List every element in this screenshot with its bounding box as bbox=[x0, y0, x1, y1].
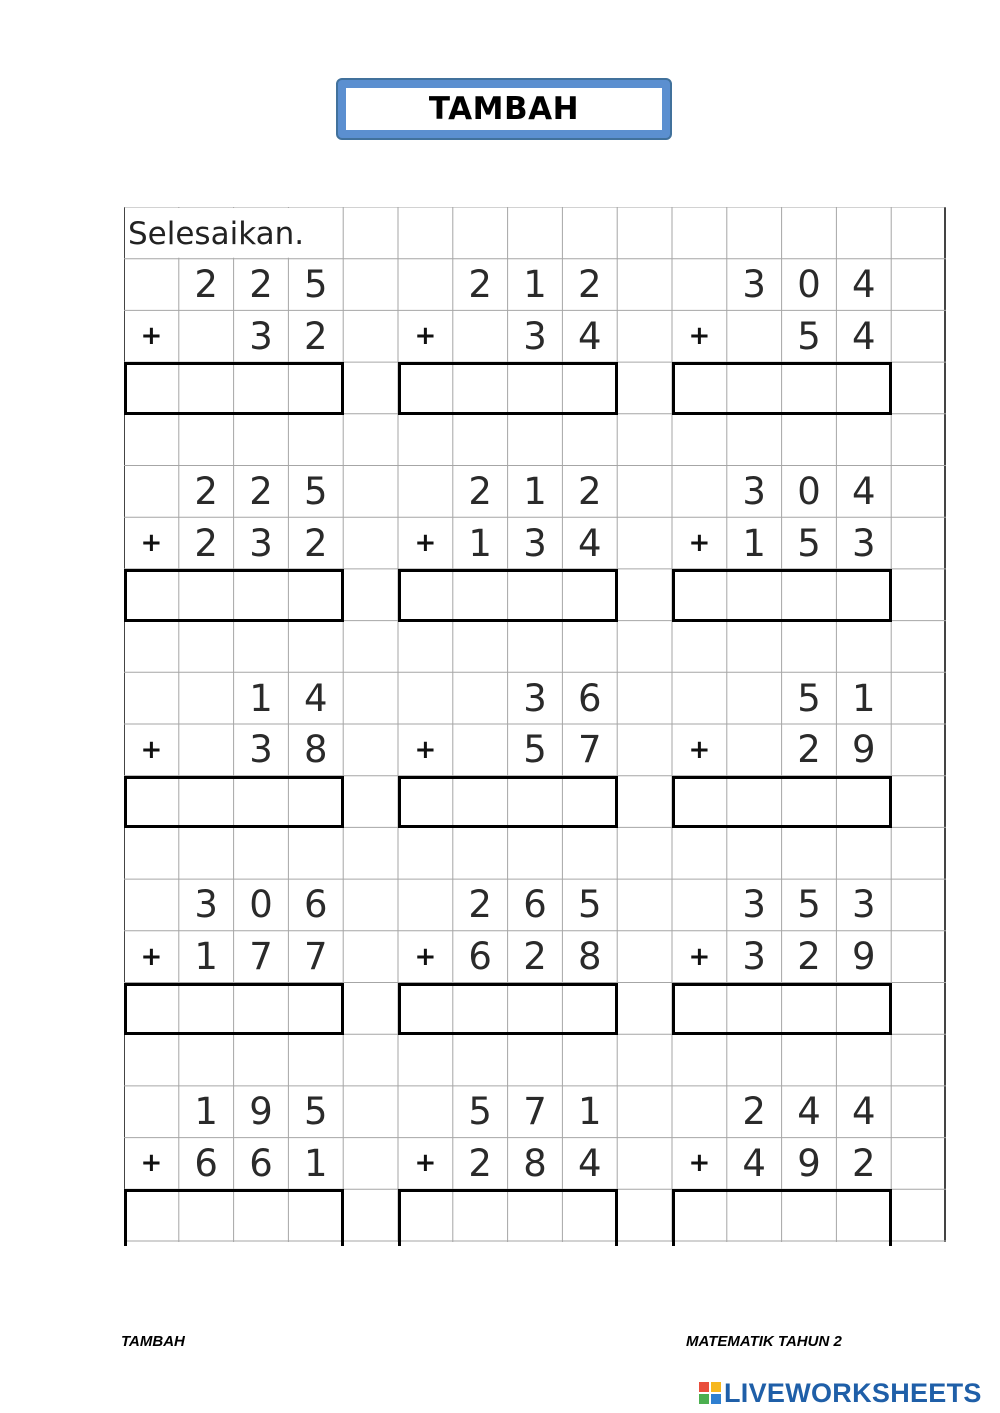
addend-digit: 1 bbox=[194, 1090, 218, 1134]
addend-digit: 2 bbox=[578, 263, 602, 307]
answer-box[interactable] bbox=[672, 569, 892, 622]
addend-digit: 3 bbox=[194, 883, 218, 927]
addend-digit: 9 bbox=[852, 935, 876, 979]
addend-digit: 5 bbox=[304, 469, 328, 513]
addend-digit: 3 bbox=[523, 676, 547, 720]
addend-digit: 5 bbox=[523, 728, 547, 772]
addend-digit: 6 bbox=[304, 883, 328, 927]
addend-digit: 8 bbox=[578, 935, 602, 979]
addend-digit: 5 bbox=[797, 521, 821, 565]
addend-digit: 7 bbox=[249, 935, 273, 979]
addend-digit: 5 bbox=[578, 883, 602, 927]
liveworksheets-logo-icon bbox=[699, 1382, 721, 1404]
addend-digit: 3 bbox=[249, 728, 273, 772]
addend-digit: 7 bbox=[304, 935, 328, 979]
plus-sign: + bbox=[414, 734, 437, 765]
addend-digit: 5 bbox=[797, 314, 821, 358]
addend-digit: 5 bbox=[797, 676, 821, 720]
addend-digit: 1 bbox=[249, 676, 273, 720]
addend-digit: 2 bbox=[742, 1090, 766, 1134]
addend-digit: 2 bbox=[468, 1141, 492, 1185]
addend-digit: 4 bbox=[852, 469, 876, 513]
addend-digit: 5 bbox=[304, 263, 328, 307]
addend-digit: 9 bbox=[852, 728, 876, 772]
answer-box[interactable] bbox=[398, 983, 618, 1036]
addend-digit: 0 bbox=[249, 883, 273, 927]
addend-digit: 3 bbox=[742, 935, 766, 979]
plus-sign: + bbox=[140, 941, 163, 972]
addend-digit: 2 bbox=[797, 935, 821, 979]
addend-digit: 6 bbox=[194, 1141, 218, 1185]
addend-digit: 2 bbox=[194, 521, 218, 565]
addend-digit: 5 bbox=[468, 1090, 492, 1134]
addend-digit: 3 bbox=[249, 521, 273, 565]
addend-digit: 9 bbox=[797, 1141, 821, 1185]
plus-sign: + bbox=[414, 528, 437, 559]
addend-digit: 9 bbox=[249, 1090, 273, 1134]
addend-digit: 4 bbox=[797, 1090, 821, 1134]
page-title: TAMBAH bbox=[346, 88, 662, 130]
addend-digit: 2 bbox=[249, 263, 273, 307]
footer-subject: MATEMATIK TAHUN 2 bbox=[686, 1333, 842, 1350]
plus-sign: + bbox=[688, 528, 711, 559]
brand-footer[interactable] bbox=[699, 1378, 982, 1408]
addend-digit: 2 bbox=[304, 314, 328, 358]
brand-name: LIVEWORKSHEETS bbox=[724, 1377, 982, 1408]
plus-sign: + bbox=[688, 1148, 711, 1179]
addend-digit: 3 bbox=[852, 883, 876, 927]
addend-digit: 2 bbox=[468, 469, 492, 513]
addend-digit: 2 bbox=[194, 469, 218, 513]
worksheet-grid bbox=[124, 207, 946, 1242]
answer-box[interactable] bbox=[124, 983, 344, 1036]
addend-digit: 4 bbox=[578, 314, 602, 358]
addend-digit: 1 bbox=[578, 1090, 602, 1134]
answer-box[interactable] bbox=[672, 983, 892, 1036]
plus-sign: + bbox=[688, 734, 711, 765]
addend-digit: 5 bbox=[797, 883, 821, 927]
addend-digit: 3 bbox=[742, 883, 766, 927]
addend-digit: 3 bbox=[852, 521, 876, 565]
answer-box[interactable] bbox=[398, 776, 618, 829]
addend-digit: 3 bbox=[742, 469, 766, 513]
addend-digit: 2 bbox=[852, 1141, 876, 1185]
addend-digit: 8 bbox=[304, 728, 328, 772]
answer-box[interactable] bbox=[672, 776, 892, 829]
addend-digit: 1 bbox=[742, 521, 766, 565]
answer-box[interactable] bbox=[398, 1189, 618, 1246]
addend-digit: 4 bbox=[304, 676, 328, 720]
addend-digit: 4 bbox=[852, 314, 876, 358]
addend-digit: 4 bbox=[578, 521, 602, 565]
addend-digit: 2 bbox=[468, 263, 492, 307]
plus-sign: + bbox=[140, 528, 163, 559]
addend-digit: 7 bbox=[523, 1090, 547, 1134]
addend-digit: 6 bbox=[523, 883, 547, 927]
addend-digit: 2 bbox=[194, 263, 218, 307]
addend-digit: 3 bbox=[742, 263, 766, 307]
footer-topic: TAMBAH bbox=[121, 1333, 185, 1350]
answer-box[interactable] bbox=[398, 362, 618, 415]
addend-digit: 1 bbox=[304, 1141, 328, 1185]
answer-box[interactable] bbox=[398, 569, 618, 622]
addend-digit: 8 bbox=[523, 1141, 547, 1185]
plus-sign: + bbox=[140, 1148, 163, 1179]
addend-digit: 1 bbox=[194, 935, 218, 979]
addend-digit: 0 bbox=[797, 469, 821, 513]
answer-box[interactable] bbox=[124, 362, 344, 415]
addend-digit: 1 bbox=[852, 676, 876, 720]
answer-box[interactable] bbox=[672, 362, 892, 415]
title-banner bbox=[336, 78, 672, 140]
addend-digit: 3 bbox=[523, 314, 547, 358]
addend-digit: 1 bbox=[523, 263, 547, 307]
plus-sign: + bbox=[414, 1148, 437, 1179]
addend-digit: 6 bbox=[468, 935, 492, 979]
addend-digit: 6 bbox=[578, 676, 602, 720]
plus-sign: + bbox=[140, 321, 163, 352]
addend-digit: 1 bbox=[468, 521, 492, 565]
addend-digit: 2 bbox=[797, 728, 821, 772]
answer-box[interactable] bbox=[124, 1189, 344, 1246]
answer-box[interactable] bbox=[672, 1189, 892, 1246]
addend-digit: 2 bbox=[578, 469, 602, 513]
plus-sign: + bbox=[688, 941, 711, 972]
plus-sign: + bbox=[414, 321, 437, 352]
addend-digit: 4 bbox=[578, 1141, 602, 1185]
addend-digit: 5 bbox=[304, 1090, 328, 1134]
addend-digit: 7 bbox=[578, 728, 602, 772]
addend-digit: 2 bbox=[304, 521, 328, 565]
addend-digit: 6 bbox=[249, 1141, 273, 1185]
answer-box[interactable] bbox=[124, 776, 344, 829]
addend-digit: 2 bbox=[523, 935, 547, 979]
instruction-text: Selesaikan. bbox=[128, 216, 305, 252]
plus-sign: + bbox=[140, 734, 163, 765]
plus-sign: + bbox=[688, 321, 711, 352]
addend-digit: 2 bbox=[249, 469, 273, 513]
addend-digit: 3 bbox=[523, 521, 547, 565]
addend-digit: 4 bbox=[852, 263, 876, 307]
addend-digit: 0 bbox=[797, 263, 821, 307]
plus-sign: + bbox=[414, 941, 437, 972]
addend-digit: 3 bbox=[249, 314, 273, 358]
addend-digit: 2 bbox=[468, 883, 492, 927]
answer-box[interactable] bbox=[124, 569, 344, 622]
addend-digit: 4 bbox=[852, 1090, 876, 1134]
addend-digit: 4 bbox=[742, 1141, 766, 1185]
addend-digit: 1 bbox=[523, 469, 547, 513]
